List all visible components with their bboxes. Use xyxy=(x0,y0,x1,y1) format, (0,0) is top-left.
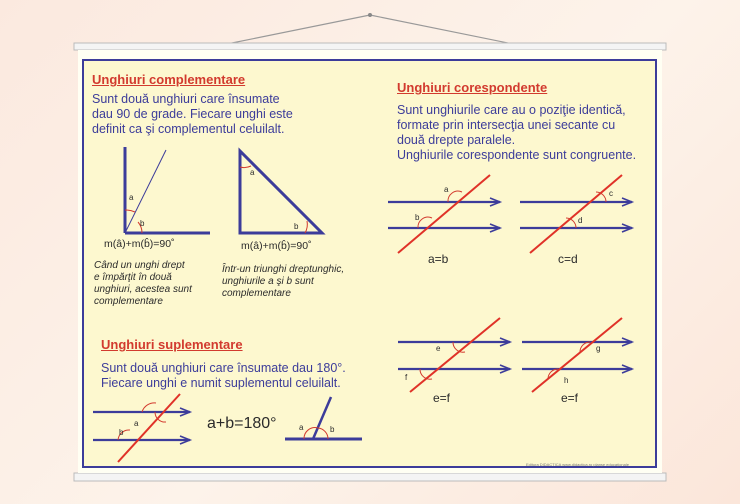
complementary-description-line-2: dau 90 de grade. Fiecare unghi este xyxy=(92,107,293,121)
footer-credit: Editura DIDACTICA www.didactica.ro planşe educaţionale xyxy=(526,462,629,467)
hanger xyxy=(222,13,518,45)
complementary-figure-1-caption-2: e împărţit în două xyxy=(94,272,172,283)
supplementary-figure-1-label-a: a xyxy=(134,419,139,428)
supplementary-figure-2-label-a: a xyxy=(299,423,304,432)
corresponding-figure-1-label-1: a xyxy=(444,185,449,194)
top-rod xyxy=(74,43,666,50)
complementary-description-line-1: Sunt două unghiuri care însumate xyxy=(92,92,280,106)
complementary-figure-2-label-a: a xyxy=(250,168,255,177)
corresponding-figure-1-label-2: b xyxy=(415,213,420,222)
supplementary-figure-2-label-b: b xyxy=(330,425,335,434)
complementary-figure-1-equation: m(â)+m(b̂)=90˚ xyxy=(104,238,175,250)
corresponding-title: Unghiuri corespondente xyxy=(397,80,548,95)
corresponding-figure-3-label-1: e xyxy=(436,344,441,353)
supplementary-title: Unghiuri suplementare xyxy=(101,337,243,352)
complementary-figure-2-caption-2: unghiurile a şi b sunt xyxy=(222,276,314,287)
corresponding-description-line-3: două drepte paralele. xyxy=(397,133,516,147)
corresponding-figure-2-equation: c=d xyxy=(558,252,578,266)
complementary-figure-1-caption-1: Când un unghi drept xyxy=(94,260,185,271)
complementary-figure-2-caption-3: complementare xyxy=(222,288,291,299)
corresponding-figure-3-label-2: f xyxy=(405,373,408,382)
corresponding-figure-3-equation: e=f xyxy=(433,391,451,405)
supplementary-description-line-2: Fiecare unghi e numit suplementul celuilalt. xyxy=(101,376,341,390)
corresponding-figure-1-equation: a=b xyxy=(428,252,449,266)
complementary-figure-1-caption-3: unghiuri, acestea sunt xyxy=(94,284,192,295)
complementary-figure-1-label-a: a xyxy=(129,193,134,202)
supplementary-description-line-1: Sunt două unghiuri care însumate dau 180°. xyxy=(101,361,346,375)
corresponding-figure-4-equation: e=f xyxy=(561,391,579,405)
corresponding-figure-4-label-2: h xyxy=(564,376,569,385)
complementary-figure-2-equation: m(â)+m(b̂)=90˚ xyxy=(241,240,312,252)
supplementary-equation: a+b=180° xyxy=(207,415,277,432)
complementary-figure-2-caption-1: Într-un triunghi dreptunghic, xyxy=(222,264,345,275)
complementary-figure-1-caption-4: complementare xyxy=(94,296,163,307)
corresponding-description-line-4: Unghiurile corespondente sunt congruente. xyxy=(397,148,637,162)
corresponding-figure-4-label-1: g xyxy=(596,344,601,353)
complementary-figure-2-label-b: b xyxy=(294,222,299,231)
complementary-description-line-3: definit ca şi complementul celuilalt. xyxy=(92,122,285,136)
supplementary-figure-1-label-b: b xyxy=(119,428,124,437)
corresponding-figure-2-label-1: c xyxy=(609,189,613,198)
complementary-title: Unghiuri complementare xyxy=(92,72,246,87)
corresponding-description-line-2: formate prin intersecţia unei secante cu xyxy=(397,118,616,132)
bottom-rod xyxy=(74,473,666,481)
corresponding-figure-2-label-2: d xyxy=(578,216,583,225)
complementary-figure-1-label-b: b xyxy=(140,219,145,228)
corresponding-description-line-1: Sunt unghiurile care au o poziţie identică, xyxy=(397,103,626,117)
